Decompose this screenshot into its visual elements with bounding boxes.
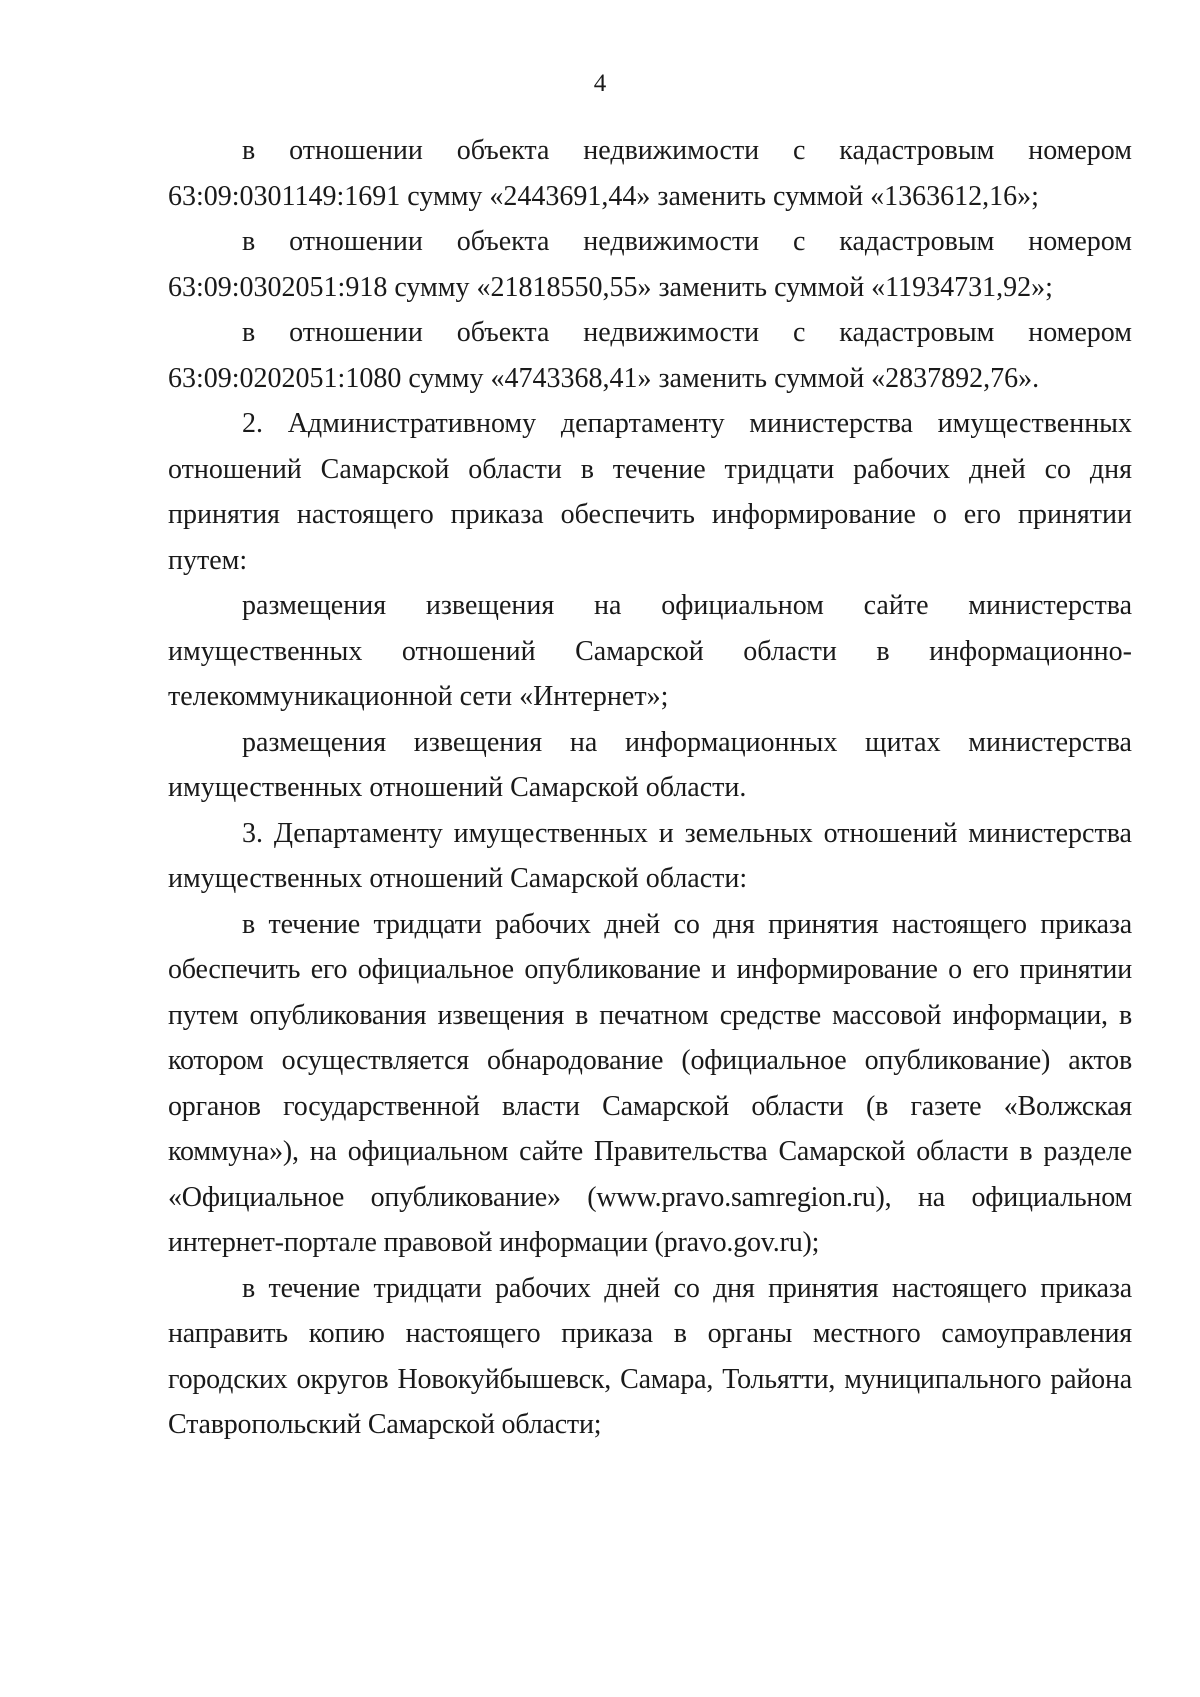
paragraph-boards-notice: размещения извещения на информационных щитах министерства имущественных отношений Самарской области. <box>168 726 1132 803</box>
paragraph-publication: в течение тридцати рабочих дней со дня принятия настоящего приказа обеспечить его официальное опубликование и информирование о его принятии путем опубликования извещения в печатном средстве массовой информации, в котором осуществляется обнародование (официальное опубликование) актов органов государственной власти Самарской области (в газете «Волжская коммуна»), на официальном сайте Правительства Самарской области в разделе «Официальное опубликование» (www.pravo.samregion.ru), на официальном интернет-портале правовой информации (pravo.gov.ru); <box>168 908 1132 1258</box>
paragraph-item-2: 2. Административному департаменту министерства имущественных отношений Самарской области в течение тридцати рабочих дней со дня принятия настоящего приказа обеспечить информирование о его принятии путем: <box>168 408 1132 576</box>
document-body <box>168 128 1132 1448</box>
paragraph-amendment-918: в отношении объекта недвижимости с кадастровым номером 63:09:0302051:918 сумму «21818550,55» заменить суммой «11934731,92»; <box>168 226 1132 303</box>
paragraph-copy-distribution: в течение тридцати рабочих дней со дня принятия настоящего приказа направить копию настоящего приказа в органы местного самоуправления городских округов Новокуйбышевск, Самара, Тольятти, муниципального района Ставропольский Самарской области; <box>168 1272 1132 1440</box>
paragraph-amendment-1080: в отношении объекта недвижимости с кадастровым номером 63:09:0202051:1080 сумму «4743368,41» заменить суммой «2837892,76». <box>168 317 1132 394</box>
paragraph-item-3: 3. Департаменту имущественных и земельных отношений министерства имущественных отношений Самарской области: <box>168 817 1132 894</box>
page-number: 4 <box>593 70 607 97</box>
paragraph-website-notice: размещения извещения на официальном сайте министерства имущественных отношений Самарской области в информационно-телекоммуникационной сети «Интернет»; <box>168 590 1132 712</box>
paragraph-amendment-1691: в отношении объекта недвижимости с кадастровым номером 63:09:0301149:1691 сумму «2443691,44» заменить суммой «1363612,16»; <box>168 135 1132 212</box>
